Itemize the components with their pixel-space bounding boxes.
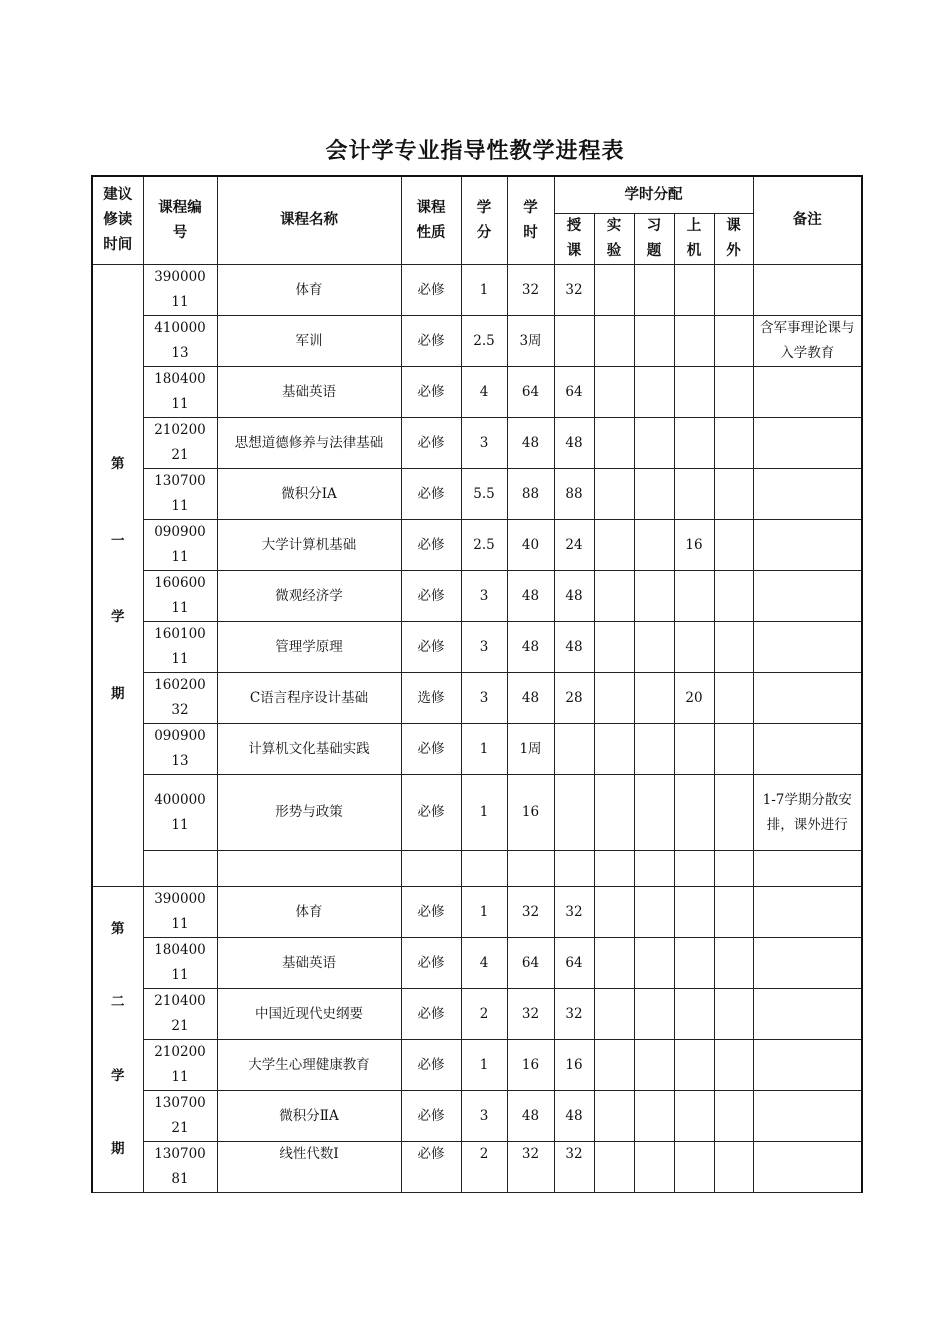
empty-cell — [753, 851, 862, 887]
course-name: 体育 — [217, 265, 401, 316]
course-hours: 48 — [507, 673, 554, 724]
hours-extracurricular — [714, 418, 753, 469]
course-type: 必修 — [401, 775, 461, 851]
course-type: 必修 — [401, 1142, 461, 1193]
course-type: 必修 — [401, 1040, 461, 1091]
course-name: 大学计算机基础 — [217, 520, 401, 571]
course-name: 思想道德修养与法律基础 — [217, 418, 401, 469]
course-credit: 4 — [461, 938, 507, 989]
hours-computer — [674, 622, 714, 673]
course-remark — [753, 622, 862, 673]
hours-extracurricular — [714, 938, 753, 989]
course-code: 39000011 — [143, 265, 217, 316]
table-row — [92, 1040, 862, 1091]
hours-experiment — [594, 1142, 634, 1193]
course-remark — [753, 1040, 862, 1091]
hours-exercise — [634, 367, 674, 418]
header-code: 课程编号 — [143, 176, 217, 265]
hours-lecture: 48 — [554, 571, 594, 622]
course-hours: 1周 — [507, 724, 554, 775]
hours-experiment — [594, 673, 634, 724]
course-type: 必修 — [401, 265, 461, 316]
course-hours: 32 — [507, 989, 554, 1040]
hours-experiment — [594, 367, 634, 418]
hours-lecture: 88 — [554, 469, 594, 520]
course-code: 40000011 — [143, 775, 217, 851]
hours-exercise — [634, 724, 674, 775]
hours-exercise — [634, 265, 674, 316]
course-credit: 3 — [461, 1091, 507, 1142]
table-row — [92, 520, 862, 571]
hours-exercise — [634, 887, 674, 938]
header-experiment: 实验 — [594, 214, 634, 265]
hours-extracurricular — [714, 316, 753, 367]
course-hours: 88 — [507, 469, 554, 520]
hours-lecture: 32 — [554, 1142, 594, 1193]
hours-exercise — [634, 938, 674, 989]
course-credit: 2 — [461, 989, 507, 1040]
hours-experiment — [594, 316, 634, 367]
hours-experiment — [594, 571, 634, 622]
hours-experiment — [594, 418, 634, 469]
term-char: 二 — [111, 994, 125, 1011]
course-remark — [753, 418, 862, 469]
hours-lecture: 24 — [554, 520, 594, 571]
course-name: 形势与政策 — [217, 775, 401, 851]
hours-lecture: 48 — [554, 418, 594, 469]
hours-computer — [674, 367, 714, 418]
hours-extracurricular — [714, 1040, 753, 1091]
hours-exercise — [634, 520, 674, 571]
course-hours: 64 — [507, 367, 554, 418]
table-row — [92, 367, 862, 418]
hours-lecture: 64 — [554, 367, 594, 418]
course-credit: 3 — [461, 418, 507, 469]
hours-exercise — [634, 1142, 674, 1193]
hours-experiment — [594, 989, 634, 1040]
term-char: 第 — [111, 456, 125, 472]
header-distribution: 学时分配 — [554, 176, 753, 214]
hours-extracurricular — [714, 520, 753, 571]
header-exercise: 习题 — [634, 214, 674, 265]
header-name: 课程名称 — [217, 176, 401, 265]
hours-exercise — [634, 673, 674, 724]
hours-exercise — [634, 418, 674, 469]
course-hours: 32 — [507, 887, 554, 938]
hours-lecture: 32 — [554, 887, 594, 938]
empty-cell — [507, 851, 554, 887]
hours-computer — [674, 316, 714, 367]
course-type: 必修 — [401, 469, 461, 520]
term-char: 期 — [111, 685, 125, 702]
course-remark — [753, 571, 862, 622]
course-name: 基础英语 — [217, 938, 401, 989]
course-remark — [753, 724, 862, 775]
hours-extracurricular — [714, 1142, 753, 1193]
empty-cell — [554, 851, 594, 887]
table-row — [92, 265, 862, 316]
course-credit: 1 — [461, 724, 507, 775]
course-remark — [753, 673, 862, 724]
course-name: 军训 — [217, 316, 401, 367]
hours-computer — [674, 938, 714, 989]
course-name: 中国近现代史纲要 — [217, 989, 401, 1040]
course-remark — [753, 1142, 862, 1193]
course-remark — [753, 265, 862, 316]
course-credit: 1 — [461, 1040, 507, 1091]
course-remark — [753, 887, 862, 938]
course-hours: 16 — [507, 775, 554, 851]
course-credit: 1 — [461, 775, 507, 851]
course-type: 必修 — [401, 938, 461, 989]
header-extracurricular: 课外 — [714, 214, 753, 265]
course-type: 选修 — [401, 673, 461, 724]
header-term: 建议修读时间 — [92, 176, 143, 265]
hours-lecture — [554, 775, 594, 851]
course-hours: 3周 — [507, 316, 554, 367]
hours-lecture: 32 — [554, 265, 594, 316]
course-name: 大学生心理健康教育 — [217, 1040, 401, 1091]
term-label — [92, 265, 143, 887]
hours-computer — [674, 571, 714, 622]
term-label-chars — [93, 444, 143, 707]
hours-lecture: 48 — [554, 622, 594, 673]
hours-experiment — [594, 1040, 634, 1091]
course-code: 18040011 — [143, 938, 217, 989]
hours-computer — [674, 1142, 714, 1193]
course-type: 必修 — [401, 887, 461, 938]
term-label — [92, 887, 143, 1193]
hours-exercise — [634, 775, 674, 851]
course-code: 09090013 — [143, 724, 217, 775]
hours-exercise — [634, 989, 674, 1040]
course-remark — [753, 938, 862, 989]
course-credit: 2 — [461, 1142, 507, 1193]
hours-extracurricular — [714, 469, 753, 520]
table-row — [92, 1142, 862, 1193]
course-code: 16020032 — [143, 673, 217, 724]
course-name: 管理学原理 — [217, 622, 401, 673]
hours-extracurricular — [714, 1091, 753, 1142]
empty-cell — [143, 851, 217, 887]
header-credit: 学分 — [461, 176, 507, 265]
course-credit: 3 — [461, 571, 507, 622]
course-hours: 40 — [507, 520, 554, 571]
course-remark — [753, 989, 862, 1040]
hours-computer — [674, 775, 714, 851]
table-row — [92, 775, 862, 851]
hours-experiment — [594, 265, 634, 316]
hours-computer — [674, 418, 714, 469]
course-hours: 48 — [507, 418, 554, 469]
course-type: 必修 — [401, 1091, 461, 1142]
empty-cell — [461, 851, 507, 887]
course-type: 必修 — [401, 316, 461, 367]
header-computer: 上机 — [674, 214, 714, 265]
empty-cell — [634, 851, 674, 887]
empty-row — [92, 851, 862, 887]
course-hours: 64 — [507, 938, 554, 989]
course-code: 16010011 — [143, 622, 217, 673]
course-hours: 16 — [507, 1040, 554, 1091]
hours-experiment — [594, 520, 634, 571]
header-lecture: 授课 — [554, 214, 594, 265]
hours-exercise — [634, 571, 674, 622]
course-hours: 48 — [507, 622, 554, 673]
course-name: 微积分ⅡA — [217, 1091, 401, 1142]
hours-experiment — [594, 469, 634, 520]
course-credit: 3 — [461, 622, 507, 673]
hours-extracurricular — [714, 775, 753, 851]
course-code: 16060011 — [143, 571, 217, 622]
course-remark: 1-7学期分散安排，课外进行 — [753, 775, 862, 851]
course-remark — [753, 520, 862, 571]
course-hours: 48 — [507, 571, 554, 622]
course-credit: 2.5 — [461, 316, 507, 367]
hours-computer: 16 — [674, 520, 714, 571]
course-type: 必修 — [401, 418, 461, 469]
hours-computer — [674, 469, 714, 520]
course-hours: 32 — [507, 1142, 554, 1193]
hours-experiment — [594, 622, 634, 673]
course-credit: 2.5 — [461, 520, 507, 571]
table-row — [92, 622, 862, 673]
course-code: 18040011 — [143, 367, 217, 418]
table-row — [92, 571, 862, 622]
hours-lecture: 64 — [554, 938, 594, 989]
course-code: 21020011 — [143, 1040, 217, 1091]
course-code: 13070021 — [143, 1091, 217, 1142]
course-credit: 3 — [461, 673, 507, 724]
table-row — [92, 724, 862, 775]
hours-extracurricular — [714, 673, 753, 724]
hours-exercise — [634, 469, 674, 520]
term-label-chars — [93, 917, 143, 1162]
course-type: 必修 — [401, 724, 461, 775]
hours-lecture: 28 — [554, 673, 594, 724]
hours-lecture — [554, 724, 594, 775]
course-credit: 4 — [461, 367, 507, 418]
course-hours: 48 — [507, 1091, 554, 1142]
header-hours: 学时 — [507, 176, 554, 265]
hours-lecture: 16 — [554, 1040, 594, 1091]
hours-extracurricular — [714, 724, 753, 775]
empty-cell — [674, 851, 714, 887]
course-code: 41000013 — [143, 316, 217, 367]
hours-extracurricular — [714, 265, 753, 316]
course-code: 09090011 — [143, 520, 217, 571]
hours-computer — [674, 265, 714, 316]
header-remark: 备注 — [753, 176, 862, 265]
course-name: 微观经济学 — [217, 571, 401, 622]
term-char: 第 — [111, 921, 125, 937]
course-code: 21020021 — [143, 418, 217, 469]
hours-lecture — [554, 316, 594, 367]
course-type: 必修 — [401, 367, 461, 418]
course-type: 必修 — [401, 989, 461, 1040]
empty-cell — [594, 851, 634, 887]
table-row — [92, 469, 862, 520]
course-name: 计算机文化基础实践 — [217, 724, 401, 775]
table-row — [92, 316, 862, 367]
course-name: 基础英语 — [217, 367, 401, 418]
hours-extracurricular — [714, 571, 753, 622]
hours-extracurricular — [714, 989, 753, 1040]
course-type: 必修 — [401, 520, 461, 571]
hours-experiment — [594, 938, 634, 989]
course-code: 13070011 — [143, 469, 217, 520]
document-title: 会计学专业指导性教学进程表 — [325, 139, 625, 164]
hours-computer: 20 — [674, 673, 714, 724]
course-type: 必修 — [401, 571, 461, 622]
course-remark — [753, 1091, 862, 1142]
hours-experiment — [594, 1091, 634, 1142]
table-row — [92, 887, 862, 938]
empty-cell — [714, 851, 753, 887]
term-char: 期 — [111, 1140, 125, 1157]
hours-computer — [674, 724, 714, 775]
course-remark — [753, 469, 862, 520]
course-credit: 1 — [461, 887, 507, 938]
hours-exercise — [634, 1040, 674, 1091]
hours-lecture: 48 — [554, 1091, 594, 1142]
table-row — [92, 1091, 862, 1142]
course-name: 体育 — [217, 887, 401, 938]
hours-extracurricular — [714, 367, 753, 418]
table-row — [92, 673, 862, 724]
table-row — [92, 938, 862, 989]
table-row — [92, 418, 862, 469]
term-char: 学 — [111, 1067, 125, 1084]
hours-exercise — [634, 316, 674, 367]
course-credit: 5.5 — [461, 469, 507, 520]
hours-lecture: 32 — [554, 989, 594, 1040]
teaching-schedule-table — [91, 175, 863, 1193]
hours-computer — [674, 989, 714, 1040]
hours-computer — [674, 1091, 714, 1142]
course-remark — [753, 367, 862, 418]
empty-cell — [217, 851, 401, 887]
hours-exercise — [634, 622, 674, 673]
hours-experiment — [594, 775, 634, 851]
course-code: 13070081 — [143, 1142, 217, 1193]
course-hours: 32 — [507, 265, 554, 316]
header-type: 课程性质 — [401, 176, 461, 265]
course-code: 21040021 — [143, 989, 217, 1040]
course-name: 线性代数Ⅰ — [217, 1142, 401, 1193]
empty-cell — [401, 851, 461, 887]
hours-computer — [674, 1040, 714, 1091]
hours-extracurricular — [714, 622, 753, 673]
hours-experiment — [594, 724, 634, 775]
term-char: 一 — [111, 532, 125, 549]
course-name: C语言程序设计基础 — [217, 673, 401, 724]
term-char: 学 — [111, 609, 125, 626]
course-name: 微积分ⅠA — [217, 469, 401, 520]
course-remark: 含军事理论课与入学教育 — [753, 316, 862, 367]
hours-exercise — [634, 1091, 674, 1142]
hours-extracurricular — [714, 887, 753, 938]
course-code: 39000011 — [143, 887, 217, 938]
hours-computer — [674, 887, 714, 938]
course-type: 必修 — [401, 622, 461, 673]
course-credit: 1 — [461, 265, 507, 316]
table-row — [92, 989, 862, 1040]
hours-experiment — [594, 887, 634, 938]
